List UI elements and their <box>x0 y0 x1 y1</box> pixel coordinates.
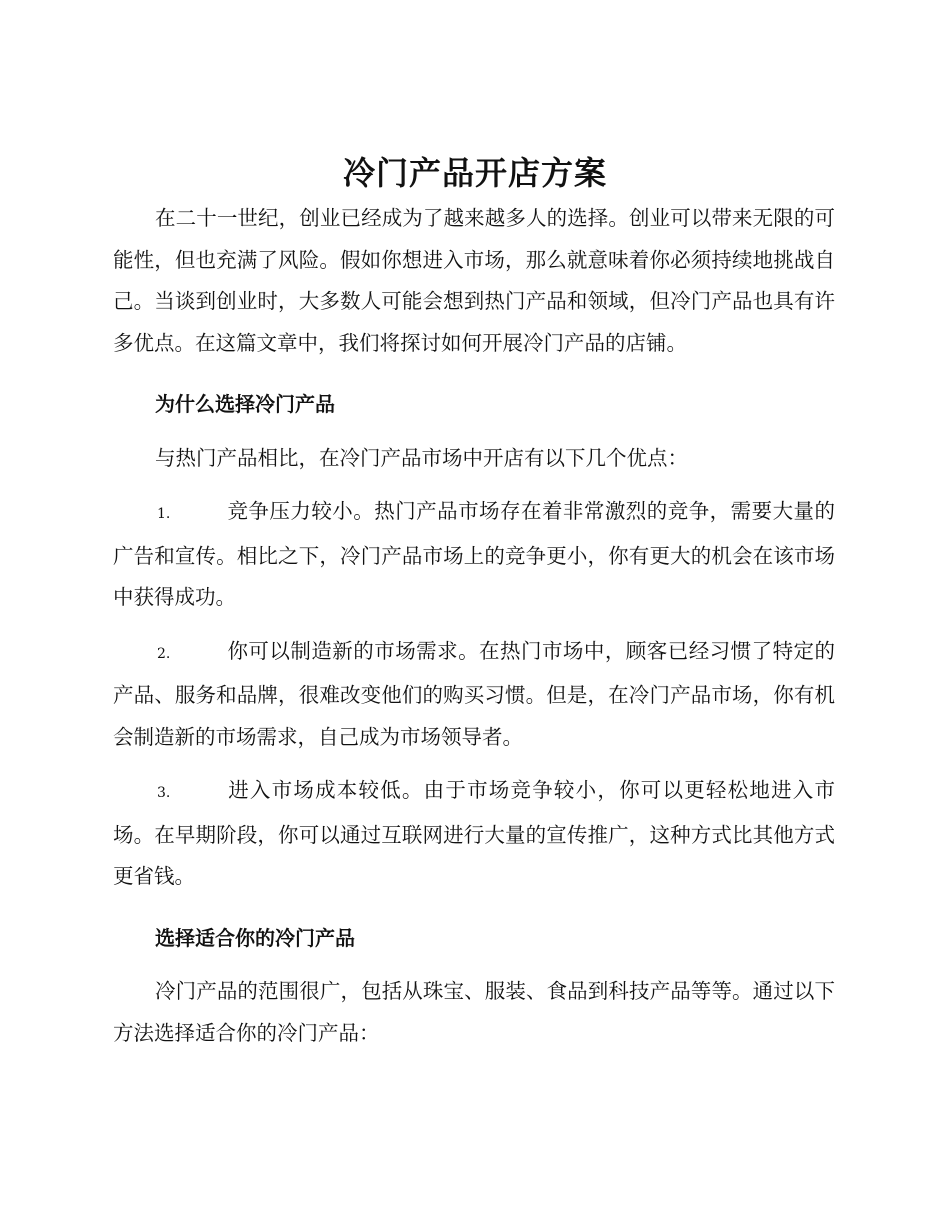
list-item-text: 进入市场成本较低。由于市场竞争较小，你可以更轻松地进入市场。在早期阶段，你可以通过互联网进行大量的宣传推广，这种方式比其他方式更省钱。 <box>113 778 835 888</box>
list-item-number: 1. <box>157 506 171 522</box>
section-heading-choose-niche: 选择适合你的冷门产品 <box>155 925 355 950</box>
list-item-number: 2. <box>157 645 171 662</box>
section-heading-why-niche: 为什么选择冷门产品 <box>155 392 335 416</box>
section-lead-paragraph: 冷门产品的范围很广，包括从珠宝、服装、食品到科技产品等等。通过以下方法选择适合你的冷门产品： <box>113 979 835 1045</box>
document-body <box>113 198 835 1054</box>
list-item <box>113 770 835 898</box>
list-item-text: 竞争压力较小。热门产品市场存在着非常激烈的竞争，需要大量的广告和宣传。相比之下，冷门产品市场上的竞争更小，你有更大的机会在该市场中获得成功。 <box>113 499 835 609</box>
document-title: 冷门产品开店方案 <box>342 154 607 192</box>
list-item-text: 你可以制造新的市场需求。在热门市场中，顾客已经习惯了特定的产品、服务和品牌，很难改变他们的购买习惯。但是，在冷门产品市场，你有机会制造新的市场需求，自己成为市场领导者。 <box>113 638 835 749</box>
list-item <box>113 631 835 759</box>
list-item <box>113 491 835 619</box>
list-item-number: 3. <box>157 785 171 801</box>
section-lead-paragraph: 与热门产品相比，在冷门产品市场中开店有以下几个优点： <box>155 445 688 470</box>
intro-paragraph: 在二十一世纪，创业已经成为了越来越多人的选择。创业可以带来无限的可能性，但也充满了风险。假如你想进入市场，那么就意味着你必须持续地挑战自己。当谈到创业时，大多数人可能会想到热门产品和领域，但冷门产品也具有许多优点。在这篇文章中，我们将探讨如何开展冷门产品的店铺。 <box>113 206 835 355</box>
